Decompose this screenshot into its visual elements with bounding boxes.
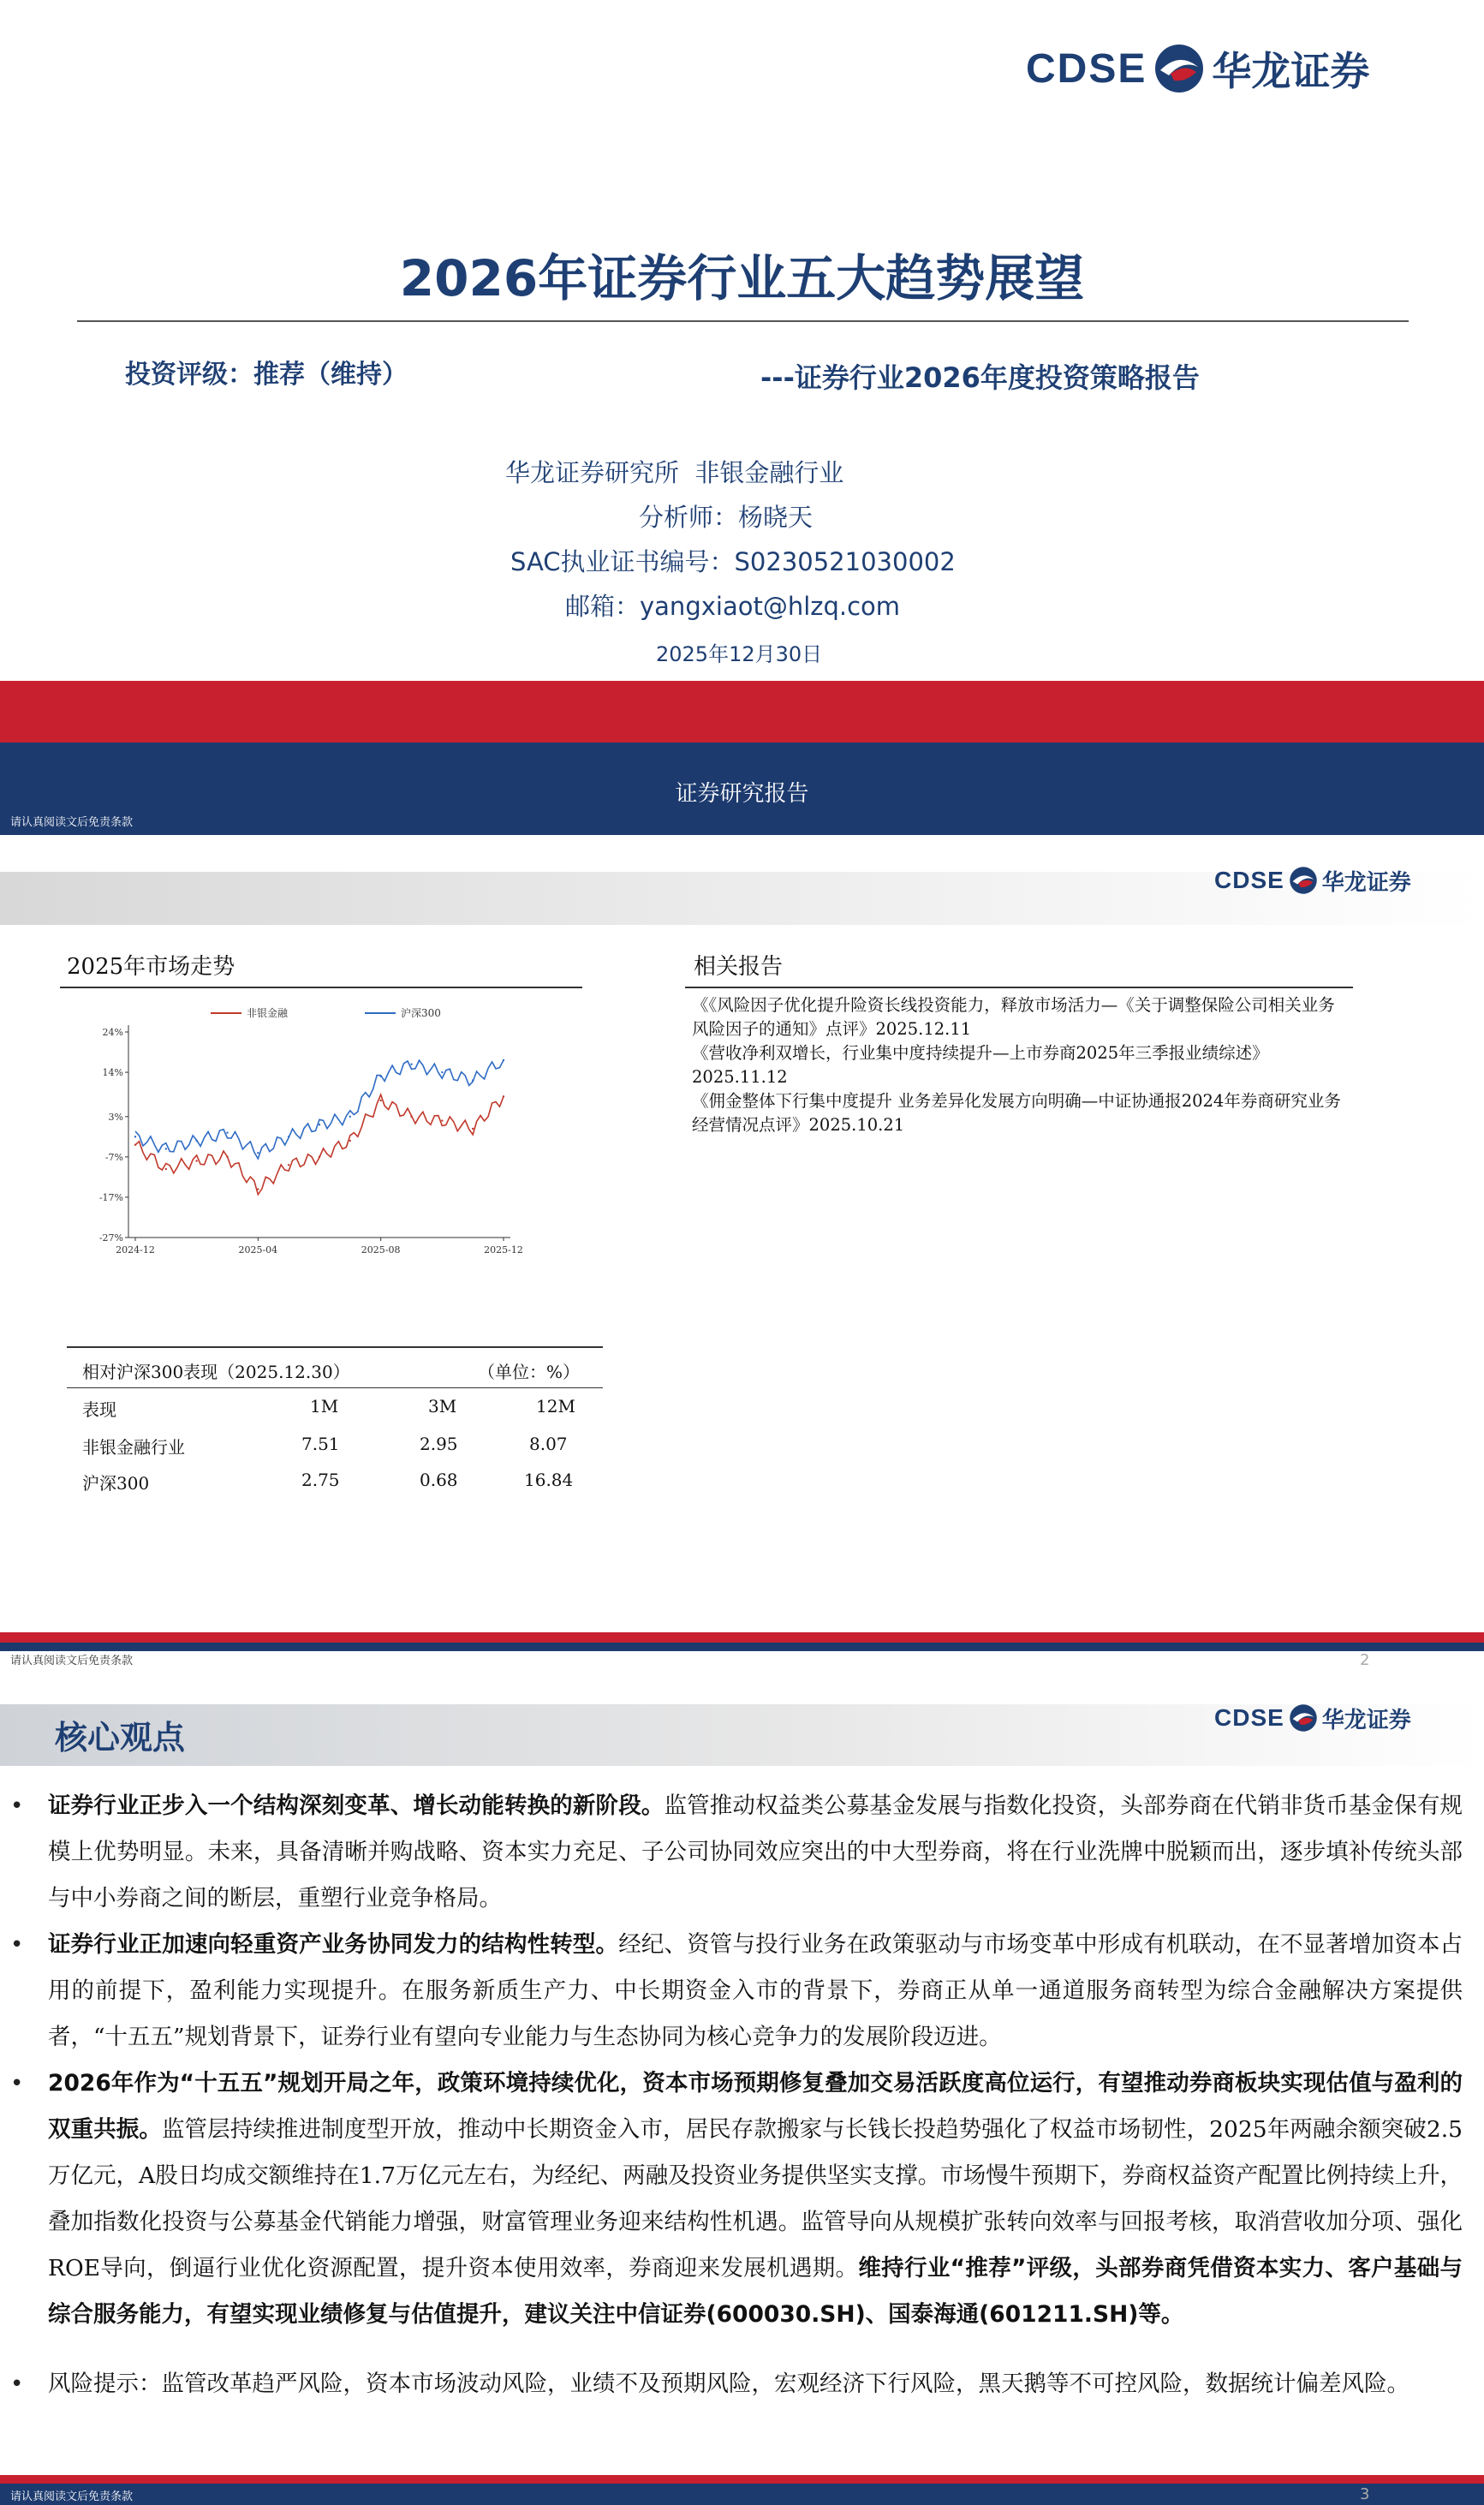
data-point bbox=[503, 1095, 504, 1097]
related-reports bbox=[692, 993, 1343, 1137]
perf-row-12m: 8.07 bbox=[529, 1434, 568, 1454]
brand-emblem-icon bbox=[1288, 865, 1319, 896]
data-point bbox=[379, 1076, 381, 1077]
page3-footer-red bbox=[0, 2475, 1484, 2484]
bullet-text bbox=[48, 2361, 1463, 2407]
data-point bbox=[379, 1100, 381, 1101]
bullet-dot: • bbox=[10, 2371, 24, 2397]
y-tick-label: 14% bbox=[102, 1067, 123, 1079]
sac-number: SAC执业证书编号：S0230521030002 bbox=[510, 547, 956, 576]
analyst: 分析师：杨晓天 bbox=[639, 503, 814, 532]
y-tick-label: -27% bbox=[98, 1232, 123, 1244]
bullet-bold: 证券行业正步入一个结构深刻变革、增长动能转换的新阶段。 bbox=[48, 1792, 665, 1819]
data-point bbox=[410, 1063, 412, 1065]
core-bullet bbox=[7, 1922, 1463, 2061]
page2-footer-navy bbox=[0, 1643, 1484, 1651]
cover-red-band bbox=[0, 681, 1484, 743]
disclaimer-p3: 请认真阅读文后免责条款 bbox=[10, 2490, 134, 2503]
perf-table-title: 相对沪深300表现（2025.12.30） bbox=[82, 1362, 350, 1382]
brand-emblem-icon bbox=[1288, 1703, 1319, 1733]
perf-header-3m: 3M bbox=[428, 1396, 457, 1417]
page3-footer-navy bbox=[0, 2484, 1484, 2505]
disclaimer-p1: 请认真阅读文后免责条款 bbox=[10, 816, 134, 829]
market-section-title: 2025年市场走势 bbox=[67, 954, 235, 980]
page-number-3: 3 bbox=[1360, 2485, 1370, 2503]
data-point bbox=[195, 1160, 197, 1161]
related-report-item[interactable]: 《佣金整体下行集中度提升 业务差异化发展方向明确—中证协通报2024年券商研究业务经营情况点评》2025.10.21 bbox=[692, 1091, 1341, 1135]
cover-title: 2026年证券行业五大趋势展望 bbox=[399, 249, 1085, 307]
legend-label: 非银金融 bbox=[247, 1007, 289, 1019]
data-point bbox=[319, 1124, 320, 1125]
data-point bbox=[288, 1136, 289, 1137]
related-title-rule bbox=[685, 987, 1353, 988]
data-point bbox=[226, 1156, 228, 1158]
related-section-title: 相关报告 bbox=[694, 954, 784, 980]
brand-cn: 华龙证券 bbox=[1212, 48, 1370, 94]
report-date: 2025年12月30日 bbox=[656, 642, 823, 666]
core-view-heading: 核心观点 bbox=[55, 1719, 186, 1756]
perf-table-top-rule bbox=[67, 1346, 603, 1348]
data-point bbox=[349, 1140, 351, 1142]
email: 邮箱：yangxiaot@hlzq.com bbox=[565, 592, 901, 621]
bullet-text bbox=[48, 1922, 1463, 2061]
perf-row-3m: 0.68 bbox=[420, 1470, 458, 1490]
bullet-dot: • bbox=[10, 2071, 24, 2096]
brand-en: CDSE bbox=[1026, 45, 1147, 92]
perf-header-label: 表现 bbox=[82, 1399, 116, 1420]
perf-row-label: 非银金融行业 bbox=[82, 1437, 185, 1458]
brand-en-p2: CDSE bbox=[1214, 867, 1284, 893]
perf-row-3m: 2.95 bbox=[420, 1434, 458, 1454]
disclaimer-p2: 请认真阅读文后免责条款 bbox=[10, 1655, 134, 1667]
perf-row-label: 沪深300 bbox=[82, 1473, 150, 1494]
data-point bbox=[134, 1136, 136, 1137]
brand-logo-p2 bbox=[1214, 862, 1411, 899]
perf-header-1m: 1M bbox=[310, 1396, 339, 1417]
core-bullet bbox=[7, 2061, 1463, 2338]
data-point bbox=[349, 1116, 351, 1118]
brand-logo-p3 bbox=[1214, 1699, 1411, 1737]
brand-cn-p2: 华龙证券 bbox=[1321, 869, 1411, 896]
data-point bbox=[319, 1156, 320, 1158]
bullet-bold: 证券行业正加速向轻重资产业务协同发力的结构性转型。 bbox=[48, 1931, 619, 1958]
perf-row-1m: 7.51 bbox=[301, 1434, 340, 1454]
data-point bbox=[195, 1140, 197, 1142]
bullet-bold-conclusion: 维持行业“推荐”评级，头部券商凭借资本实力、客户基础与综合服务能力，有望实现业绩修复与估值提升，建议关注中信证券(600030.SH)、国泰海通(601211.SH)等。 bbox=[48, 2255, 1463, 2328]
core-bullet bbox=[7, 1783, 1463, 1922]
bullet-dot: • bbox=[10, 1793, 24, 1819]
rating: 投资评级：推荐（维持） bbox=[125, 360, 408, 390]
brand-emblem-icon bbox=[1152, 41, 1207, 96]
bullet-text bbox=[48, 1783, 1463, 1922]
perf-table-unit: （单位：%） bbox=[478, 1362, 581, 1382]
related-report-item[interactable]: 《《风险因子优化提升险资长线投资能力，释放市场活力—《关于调整保险公司相关业务风险因子的通知》点评》2025.12.11 bbox=[692, 995, 1335, 1039]
x-tick-label: 2024-12 bbox=[116, 1244, 155, 1255]
data-point bbox=[503, 1059, 504, 1061]
data-point bbox=[288, 1164, 289, 1166]
x-tick-label: 2025-12 bbox=[484, 1244, 523, 1255]
bullet-body: 监管层持续推进制度型开放，推动中长期资金入市，居民存款搬家与长钱长投趋势强化了权益市场韧性，2025年两融余额突破2.5万亿元，A股日均成交额维持在1.7万亿元左右，为经纪、两融及投资业务提供坚实支撑。市场慢牛预期下，券商权益资产配置比例持续上升，叠加指数化投资与公募基金代销能力增强，财富管理业务迎来结构性机遇。监管导向从规模扩张转向效率与回报考核，取消营收加分项、强化ROE导向，倒逼行业优化资源配置，提升资本使用效率，券商迎来发展机遇期。 bbox=[48, 2116, 1463, 2281]
data-point bbox=[472, 1079, 474, 1081]
core-bullet bbox=[7, 2361, 1463, 2407]
market-title-rule bbox=[60, 987, 582, 988]
bullet-body: 监管推动权益类公募基金发展与指数化投资，头部券商在代销非货币基金保有规模上优势明显。未来，具备清晰并购战略、资本实力充足、子公司协同效应突出的中大型券商，将在行业洗牌中脱颖而出，逐步填补传统头部与中小券商之间的断层，重塑行业竞争格局。 bbox=[48, 1792, 1463, 1912]
series-line bbox=[135, 1094, 504, 1195]
title-divider bbox=[77, 320, 1409, 322]
series-line bbox=[135, 1060, 504, 1159]
data-point bbox=[165, 1148, 167, 1149]
data-point bbox=[226, 1131, 228, 1133]
data-point bbox=[165, 1168, 167, 1170]
y-tick-label: -17% bbox=[98, 1191, 123, 1203]
y-tick-label: 24% bbox=[102, 1027, 123, 1038]
y-tick-label: 3% bbox=[108, 1111, 123, 1123]
x-tick-label: 2025-08 bbox=[361, 1244, 401, 1255]
cover-subtitle: ---证券行业2026年度投资策略报告 bbox=[760, 361, 1200, 394]
bullet-bold: 2026年作为“十五五”规划开局之年，政策环境持续优化，资本市场预期修复叠加交易活跃度高位运行，有望推动券商板块实现估值与盈利的双重共振。 bbox=[48, 2070, 1463, 2143]
bullet-body: 经纪、资管与投行业务在政策驱动与市场变革中形成有机联动，在不显著增加资本占用的前提下，盈利能力实现提升。在服务新质生产力、中长期资金入市的背景下，券商正从单一通道服务商转型为综合金融解决方案提供者，“十五五”规划背景下，证券行业有望向专业能力与生态协同为核心竞争力的发展阶段迈进。 bbox=[48, 1931, 1463, 2050]
y-tick-label: -7% bbox=[104, 1151, 123, 1163]
perf-row-12m: 16.84 bbox=[524, 1470, 574, 1490]
data-point bbox=[472, 1128, 474, 1130]
report-type: 证券研究报告 bbox=[675, 781, 809, 807]
x-tick-label: 2025-04 bbox=[238, 1244, 278, 1255]
perf-row-1m: 2.75 bbox=[301, 1470, 340, 1490]
data-point bbox=[134, 1144, 136, 1146]
institute: 华龙证券研究所 非银金融行业 bbox=[505, 458, 844, 487]
data-point bbox=[257, 1188, 259, 1190]
data-point bbox=[441, 1119, 443, 1121]
data-point bbox=[257, 1152, 259, 1154]
page-number-2: 2 bbox=[1360, 1651, 1370, 1669]
legend-label: 沪深300 bbox=[401, 1007, 441, 1019]
perf-table-mid-rule bbox=[67, 1387, 603, 1388]
risk-warning: 风险提示：监管改革趋严风险，资本市场波动风险，业绩不及预期风险，宏观经济下行风险，黑天鹅等不可控风险，数据统计偏差风险。 bbox=[48, 2371, 1410, 2397]
brand-logo bbox=[1026, 34, 1369, 103]
data-point bbox=[410, 1116, 412, 1118]
market-chart bbox=[82, 998, 596, 1272]
related-report-item[interactable]: 《营收净利双增长，行业集中度持续提升—上市券商2025年三季报业绩综述》2025.11.12 bbox=[692, 1043, 1269, 1087]
bullet-text bbox=[48, 2061, 1463, 2338]
perf-header-12m: 12M bbox=[536, 1396, 575, 1417]
page2-footer-red bbox=[0, 1632, 1484, 1643]
data-point bbox=[441, 1071, 443, 1073]
brand-cn-p3: 华龙证券 bbox=[1321, 1707, 1411, 1733]
brand-en-p3: CDSE bbox=[1214, 1704, 1284, 1731]
bullet-dot: • bbox=[10, 1932, 24, 1958]
